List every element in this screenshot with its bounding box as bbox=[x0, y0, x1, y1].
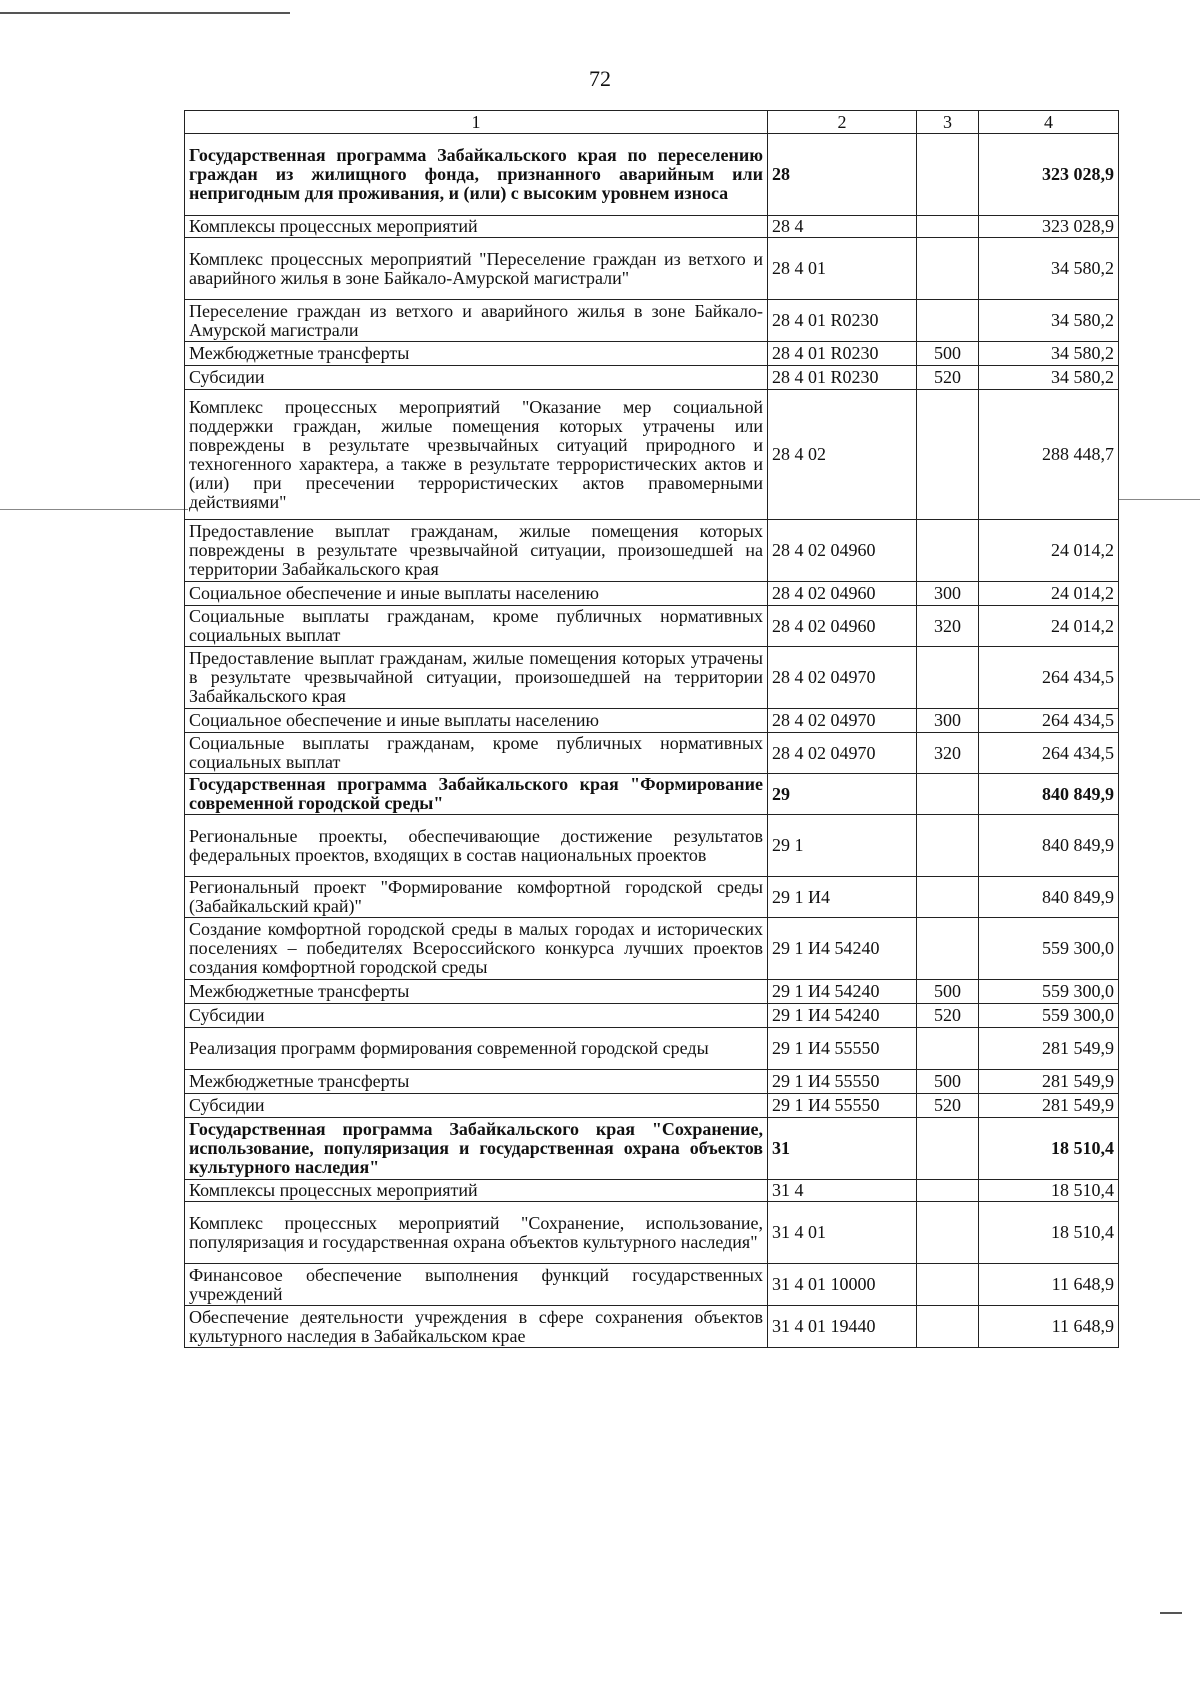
row-expense-type-cell: 500 bbox=[917, 980, 979, 1004]
row-name-cell: Предоставление выплат гражданам, жилые помещения которых повреждены в результате чрезвычайной ситуации, произошедшей на территории Забайкальского края bbox=[185, 520, 768, 582]
row-code-cell: 29 1 И4 bbox=[768, 877, 917, 918]
row-code-cell: 29 1 И4 54240 bbox=[768, 918, 917, 980]
row-sum-cell: 34 580,2 bbox=[979, 366, 1119, 390]
row-code-cell: 31 4 bbox=[768, 1180, 917, 1202]
row-code-cell: 28 4 01 R0230 bbox=[768, 342, 917, 366]
row-sum-cell: 18 510,4 bbox=[979, 1180, 1119, 1202]
row-sum-cell: 24 014,2 bbox=[979, 520, 1119, 582]
row-code-cell: 28 4 02 04970 bbox=[768, 733, 917, 774]
row-name-cell: Предоставление выплат гражданам, жилые помещения которых утрачены в результате чрезвычайной ситуации, произошедшей на территории Забайкальского края bbox=[185, 647, 768, 709]
row-code-cell: 28 4 02 04960 bbox=[768, 520, 917, 582]
row-sum-cell: 281 549,9 bbox=[979, 1028, 1119, 1070]
row-code-cell: 28 4 01 R0230 bbox=[768, 300, 917, 342]
row-code-cell: 31 4 01 10000 bbox=[768, 1264, 917, 1306]
row-name-cell: Создание комфортной городской среды в малых городах и исторических поселениях – победителях Всероссийского конкурса лучших проектов создания комфортной городской среды bbox=[185, 918, 768, 980]
row-name-cell: Субсидии bbox=[185, 1094, 768, 1118]
row-code-cell: 29 1 И4 55550 bbox=[768, 1094, 917, 1118]
row-code-cell: 28 4 02 04970 bbox=[768, 709, 917, 733]
row-expense-type-cell bbox=[917, 1028, 979, 1070]
table-row bbox=[185, 342, 1119, 366]
row-expense-type-cell bbox=[917, 216, 979, 238]
row-sum-cell: 559 300,0 bbox=[979, 980, 1119, 1004]
table-body bbox=[185, 134, 1119, 1348]
row-sum-cell: 840 849,9 bbox=[979, 774, 1119, 815]
row-sum-cell: 559 300,0 bbox=[979, 918, 1119, 980]
row-sum-cell: 281 549,9 bbox=[979, 1070, 1119, 1094]
row-name-cell: Межбюджетные трансферты bbox=[185, 980, 768, 1004]
row-code-cell: 28 4 01 bbox=[768, 238, 917, 300]
row-sum-cell: 264 434,5 bbox=[979, 647, 1119, 709]
row-expense-type-cell: 500 bbox=[917, 342, 979, 366]
table-row bbox=[185, 390, 1119, 520]
table-row bbox=[185, 980, 1119, 1004]
row-expense-type-cell bbox=[917, 918, 979, 980]
row-expense-type-cell: 520 bbox=[917, 366, 979, 390]
row-name-cell: Межбюджетные трансферты bbox=[185, 342, 768, 366]
budget-table bbox=[184, 110, 1119, 1348]
table-row bbox=[185, 582, 1119, 606]
scan-artifact-line bbox=[1118, 499, 1200, 500]
row-expense-type-cell bbox=[917, 134, 979, 216]
table-row bbox=[185, 877, 1119, 918]
table-row bbox=[185, 1264, 1119, 1306]
table-row bbox=[185, 366, 1119, 390]
table-row bbox=[185, 1306, 1119, 1348]
row-sum-cell: 323 028,9 bbox=[979, 216, 1119, 238]
row-name-cell: Государственная программа Забайкальского края "Формирование современной городской среды" bbox=[185, 774, 768, 815]
row-name-cell: Социальное обеспечение и иные выплаты населению bbox=[185, 709, 768, 733]
row-expense-type-cell bbox=[917, 238, 979, 300]
table-row bbox=[185, 1094, 1119, 1118]
table-row bbox=[185, 733, 1119, 774]
row-code-cell: 28 4 02 04960 bbox=[768, 582, 917, 606]
table-row bbox=[185, 134, 1119, 216]
row-name-cell: Финансовое обеспечение выполнения функций государственных учреждений bbox=[185, 1264, 768, 1306]
table-row bbox=[185, 774, 1119, 815]
row-code-cell: 29 1 bbox=[768, 815, 917, 877]
table-row bbox=[185, 300, 1119, 342]
row-sum-cell: 34 580,2 bbox=[979, 300, 1119, 342]
row-sum-cell: 323 028,9 bbox=[979, 134, 1119, 216]
row-expense-type-cell bbox=[917, 1202, 979, 1264]
table-row bbox=[185, 647, 1119, 709]
row-sum-cell: 24 014,2 bbox=[979, 606, 1119, 647]
row-name-cell: Социальные выплаты гражданам, кроме публичных нормативных социальных выплат bbox=[185, 606, 768, 647]
row-name-cell: Социальные выплаты гражданам, кроме публичных нормативных социальных выплат bbox=[185, 733, 768, 774]
row-expense-type-cell: 300 bbox=[917, 709, 979, 733]
table-row bbox=[185, 1028, 1119, 1070]
scan-artifact-line bbox=[1160, 1612, 1182, 1614]
row-name-cell: Субсидии bbox=[185, 366, 768, 390]
row-expense-type-cell bbox=[917, 647, 979, 709]
row-expense-type-cell bbox=[917, 774, 979, 815]
row-name-cell: Межбюджетные трансферты bbox=[185, 1070, 768, 1094]
table-row bbox=[185, 520, 1119, 582]
table-row bbox=[185, 815, 1119, 877]
row-name-cell: Комплексы процессных мероприятий bbox=[185, 1180, 768, 1202]
row-code-cell: 28 4 bbox=[768, 216, 917, 238]
row-name-cell: Комплекс процессных мероприятий "Переселение граждан из ветхого и аварийного жилья в зоне Байкало-Амурской магистрали" bbox=[185, 238, 768, 300]
row-name-cell: Переселение граждан из ветхого и аварийного жилья в зоне Байкало-Амурской магистрали bbox=[185, 300, 768, 342]
table-row bbox=[185, 216, 1119, 238]
row-code-cell: 29 1 И4 54240 bbox=[768, 1004, 917, 1028]
page-number: 72 bbox=[589, 66, 611, 91]
scan-artifact-line bbox=[0, 509, 188, 510]
row-name-cell: Государственная программа Забайкальского края по переселению граждан из жилищного фонда, признанного аварийным или непригодным для проживания, и (или) с высоким уровнем износа bbox=[185, 134, 768, 216]
row-expense-type-cell: 320 bbox=[917, 733, 979, 774]
row-code-cell: 29 bbox=[768, 774, 917, 815]
row-code-cell: 31 4 01 bbox=[768, 1202, 917, 1264]
row-code-cell: 28 bbox=[768, 134, 917, 216]
row-code-cell: 28 4 01 R0230 bbox=[768, 366, 917, 390]
row-sum-cell: 559 300,0 bbox=[979, 1004, 1119, 1028]
row-expense-type-cell bbox=[917, 1264, 979, 1306]
column-header-name: 1 bbox=[185, 111, 768, 134]
row-expense-type-cell bbox=[917, 877, 979, 918]
row-code-cell: 28 4 02 bbox=[768, 390, 917, 520]
row-code-cell: 29 1 И4 55550 bbox=[768, 1028, 917, 1070]
row-expense-type-cell bbox=[917, 520, 979, 582]
row-name-cell: Комплекс процессных мероприятий "Сохранение, использование, популяризация и государственная охрана объектов культурного наследия" bbox=[185, 1202, 768, 1264]
table-row bbox=[185, 709, 1119, 733]
row-code-cell: 29 1 И4 55550 bbox=[768, 1070, 917, 1094]
row-name-cell: Комплексы процессных мероприятий bbox=[185, 216, 768, 238]
column-header-sum: 4 bbox=[979, 111, 1119, 134]
row-sum-cell: 288 448,7 bbox=[979, 390, 1119, 520]
row-expense-type-cell bbox=[917, 390, 979, 520]
table-row bbox=[185, 1118, 1119, 1180]
row-name-cell: Обеспечение деятельности учреждения в сфере сохранения объектов культурного наследия в Забайкальском крае bbox=[185, 1306, 768, 1348]
row-sum-cell: 24 014,2 bbox=[979, 582, 1119, 606]
row-expense-type-cell: 520 bbox=[917, 1094, 979, 1118]
row-sum-cell: 840 849,9 bbox=[979, 815, 1119, 877]
row-code-cell: 31 4 01 19440 bbox=[768, 1306, 917, 1348]
table-row bbox=[185, 918, 1119, 980]
row-name-cell: Субсидии bbox=[185, 1004, 768, 1028]
row-name-cell: Реализация программ формирования современной городской среды bbox=[185, 1028, 768, 1070]
row-sum-cell: 34 580,2 bbox=[979, 342, 1119, 366]
table-row bbox=[185, 1202, 1119, 1264]
row-code-cell: 29 1 И4 54240 bbox=[768, 980, 917, 1004]
row-code-cell: 31 bbox=[768, 1118, 917, 1180]
column-header-code: 2 bbox=[768, 111, 917, 134]
row-sum-cell: 18 510,4 bbox=[979, 1202, 1119, 1264]
row-expense-type-cell: 520 bbox=[917, 1004, 979, 1028]
row-expense-type-cell bbox=[917, 1180, 979, 1202]
row-code-cell: 28 4 02 04970 bbox=[768, 647, 917, 709]
row-sum-cell: 11 648,9 bbox=[979, 1306, 1119, 1348]
table-row bbox=[185, 1004, 1119, 1028]
table-header-row bbox=[185, 111, 1119, 134]
row-name-cell: Комплекс процессных мероприятий "Оказание мер социальной поддержки граждан, жилые помещения которых утрачены или повреждены в результате чрезвычайных ситуаций природного и техногенного характера, а также в результате террористических актов и (или) при пресечении террористических актов правомерными действиями" bbox=[185, 390, 768, 520]
row-sum-cell: 840 849,9 bbox=[979, 877, 1119, 918]
row-sum-cell: 34 580,2 bbox=[979, 238, 1119, 300]
column-header-expense-type: 3 bbox=[917, 111, 979, 134]
row-expense-type-cell bbox=[917, 1306, 979, 1348]
table-row bbox=[185, 606, 1119, 647]
row-expense-type-cell: 300 bbox=[917, 582, 979, 606]
row-expense-type-cell bbox=[917, 1118, 979, 1180]
row-expense-type-cell bbox=[917, 300, 979, 342]
scan-artifact-line bbox=[0, 12, 290, 14]
row-sum-cell: 18 510,4 bbox=[979, 1118, 1119, 1180]
row-sum-cell: 264 434,5 bbox=[979, 733, 1119, 774]
table-row bbox=[185, 238, 1119, 300]
table-row bbox=[185, 1180, 1119, 1202]
row-name-cell: Социальное обеспечение и иные выплаты населению bbox=[185, 582, 768, 606]
table-row bbox=[185, 1070, 1119, 1094]
row-expense-type-cell: 320 bbox=[917, 606, 979, 647]
row-name-cell: Региональные проекты, обеспечивающие достижение результатов федеральных проектов, входящих в состав национальных проектов bbox=[185, 815, 768, 877]
row-expense-type-cell: 500 bbox=[917, 1070, 979, 1094]
row-code-cell: 28 4 02 04960 bbox=[768, 606, 917, 647]
row-sum-cell: 264 434,5 bbox=[979, 709, 1119, 733]
row-name-cell: Региональный проект "Формирование комфортной городской среды (Забайкальский край)" bbox=[185, 877, 768, 918]
row-expense-type-cell bbox=[917, 815, 979, 877]
row-sum-cell: 281 549,9 bbox=[979, 1094, 1119, 1118]
row-sum-cell: 11 648,9 bbox=[979, 1264, 1119, 1306]
row-name-cell: Государственная программа Забайкальского края "Сохранение, использование, популяризация и государственная охрана объектов культурного наследия" bbox=[185, 1118, 768, 1180]
